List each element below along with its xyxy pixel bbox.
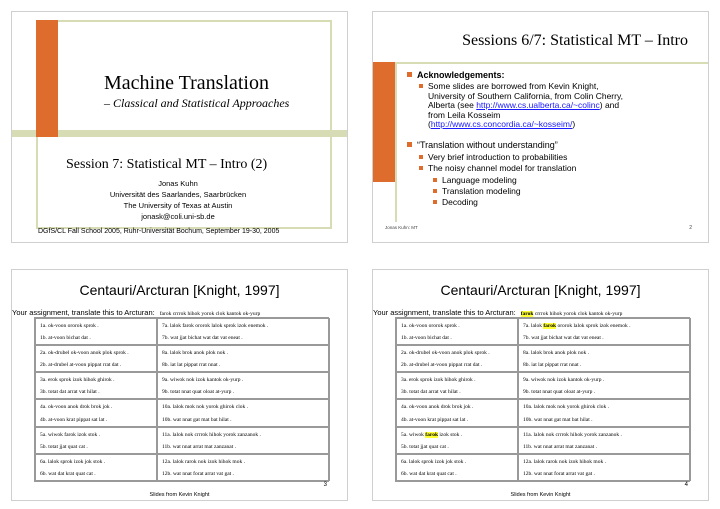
bullet-square-icon <box>407 72 412 77</box>
bullet-square-icon <box>433 189 437 193</box>
table-cell: 9a. wiwok nok izok kantok ok-yurp . 9b. totat nnat quat oloat at-yurp . <box>518 372 691 399</box>
table-cell: 12a. lalok rarok nok izok hihok mok . 12b. wat nnat forat arrat vat gat . <box>518 454 691 481</box>
author-info <box>58 178 298 222</box>
bullet-square-icon <box>419 155 423 159</box>
title-rule <box>391 62 708 64</box>
table-cell: 7a. lalok farok ororok lalok sprok izok enemok . 7b. wat jjat bichat wat dat vat eneat . <box>157 318 330 345</box>
slide-3-page-number: 3 <box>323 482 327 488</box>
slide-3-title: Centauri/Arcturan [Knight, 1997] <box>79 282 280 298</box>
query-sentence: farok crrrok hihok yorok clok kantok ok-yurp <box>520 311 623 317</box>
table-cell: 10a. lalok mok nok yorok ghirok clok . 10b. wat nnat gat mat bat hilat . <box>157 399 330 426</box>
affiliation-2: The University of Texas at Austin <box>123 201 233 210</box>
highlighted-word: farok <box>520 311 534 317</box>
table-cell: 1a. ok-voon ororok sprok . 1b. at-voon bichat dat . <box>396 318 518 345</box>
table-cell: 5a. wiwok farok izok stok . 5b. totat jjat quat cat . <box>35 427 157 454</box>
bullet-square-icon <box>419 84 423 88</box>
subsub-bullet-3: Decoding <box>433 197 478 207</box>
slide-2-page-number: 2 <box>689 225 692 231</box>
ack-text: Some slides are borrowed from Kevin Knight, University of Southern California, from Colin Cherry, Alberta (see http://www.cs.ualberta.ca/~colinc) and from Leila Kosseim (http://www.cs.concordia.ca/~kosseim/) <box>419 82 623 130</box>
slide-4-title: Centauri/Arcturan [Knight, 1997] <box>440 282 641 298</box>
table-cell: 8a. lalok brok anok plok nok . 8b. iat lat pippat rrat nnat . <box>157 345 330 372</box>
bullet-translation: “Translation without understanding” <box>407 140 558 150</box>
slide-1-subtitle: – Classical and Statistical Approaches <box>104 96 290 110</box>
assignment-prompt: Your assignment, translate this to Arcturan: farok crrrok hihok yorok clok kantok ok-yurp <box>12 308 261 317</box>
table-cell: 11a. lalok nok crrrok hihok yorok zanzanok . 11b. wat nnat arrat mat zanzanat . <box>157 427 330 454</box>
highlighted-word: farok <box>543 323 557 329</box>
orange-accent-bar <box>373 62 395 182</box>
bullet-square-icon <box>407 142 412 147</box>
colinc-link[interactable]: http://www.cs.ualberta.ca/~colinc <box>476 100 600 110</box>
slide-2-title: Sessions 6/7: Statistical MT – Intro <box>462 32 688 49</box>
slide-4-footer: Slides from Kevin Knight <box>510 492 571 498</box>
slide-3 <box>12 270 347 500</box>
author-email: jonask@coli.uni-sb.de <box>141 212 215 221</box>
table-cell: 9a. wiwok nok izok kantok ok-yurp . 9b. totat nnat quat oloat at-yurp . <box>157 372 330 399</box>
slide-4 <box>373 270 708 500</box>
sub-bullet-1: Very brief introduction to probabilities <box>419 152 567 162</box>
highlighted-word: farok <box>425 431 439 438</box>
table-cell: 11a. lalok nok crrrok hihok yorok zanzanok . 11b. wat nnat arrat mat zanzanat . <box>518 427 691 454</box>
affiliation-1: Universität des Saarlandes, Saarbrücken <box>109 190 247 199</box>
bullet-square-icon <box>433 200 437 204</box>
author-name: Jonas Kuhn <box>158 179 198 188</box>
slide-1-title: Machine Translation <box>104 72 269 94</box>
table-cell: 3a. erok sprok izok hihok ghirok . 3b. totat dat arrat vat hilat . <box>35 372 157 399</box>
bullet-square-icon <box>419 166 423 170</box>
assignment-prompt: Your assignment, translate this to Arcturan: farok crrrok hihok yorok clok kantok ok-yurp <box>373 308 623 317</box>
slide-4-page-number: 4 <box>684 482 688 488</box>
kosseim-link[interactable]: http://www.cs.concordia.ca/~kosseim/ <box>430 119 573 129</box>
vertical-rule <box>395 62 397 222</box>
corpus-table <box>34 317 329 482</box>
table-cell: 4a. ok-voon anok drok brok jok . 4b. at-voon krat pippat sat lat . <box>396 399 518 426</box>
slide-1 <box>12 12 347 242</box>
orange-accent-bar <box>36 20 58 137</box>
table-cell: 12a. lalok rarok nok izok hihok mok . 12b. wat nnat forat arrat vat gat . <box>157 454 330 481</box>
table-cell: 6a. lalok sprok izok jok stok . 6b. wat dat krat quat cat . <box>35 454 157 481</box>
bullet-acknowledgements: Acknowledgements: <box>407 70 505 80</box>
table-cell: 1a. ok-voon ororok sprok . 1b. at-voon bichat dat . <box>35 318 157 345</box>
table-cell: 2a. ok-drubel ok-voon anok plok sprok . 2b. at-drubel at-voon pippat rrat dat . <box>35 345 157 372</box>
slide-3-footer: Slides from Kevin Knight <box>149 492 210 498</box>
table-cell: 3a. erok sprok izok hihok ghirok . 3b. totat dat arrat vat hilat . <box>396 372 518 399</box>
bullet-square-icon <box>433 178 437 182</box>
slide-2 <box>373 12 708 242</box>
slide-2-footer: Jonas Kuhn: MT <box>385 225 418 230</box>
subsub-bullet-1: Language modeling <box>433 175 517 185</box>
slide-1-footer: DGfS/CL Fall School 2005, Ruhr-Universität Bochum, September 19-30, 2005 <box>38 228 280 235</box>
table-cell: 6a. lalok sprok izok jok stok . 6b. wat dat krat quat cat . <box>396 454 518 481</box>
subsub-bullet-2: Translation modeling <box>433 186 521 196</box>
sub-bullet-2: The noisy channel model for translation <box>419 163 576 173</box>
table-cell: 10a. lalok mok nok yorok ghirok clok . 10b. wat nnat gat mat bat hilat . <box>518 399 691 426</box>
table-cell: 8a. lalok brok anok plok nok . 8b. iat lat pippat rrat nnat . <box>518 345 691 372</box>
table-cell: 5a. wiwok farok izok stok . 5b. totat jjat quat cat . <box>396 427 518 454</box>
table-cell: 7a. lalok farok ororok lalok sprok izok enemok . 7b. wat jjat bichat wat dat vat eneat . <box>518 318 691 345</box>
session-title: Session 7: Statistical MT – Intro (2) <box>66 157 268 172</box>
corpus-table <box>395 317 690 482</box>
table-cell: 2a. ok-drubel ok-voon anok plok sprok . 2b. at-drubel at-voon pippat rrat dat . <box>396 345 518 372</box>
table-cell: 4a. ok-voon anok drok brok jok . 4b. at-voon krat pippat sat lat . <box>35 399 157 426</box>
query-sentence: farok crrrok hihok yorok clok kantok ok-yurp <box>159 311 261 317</box>
